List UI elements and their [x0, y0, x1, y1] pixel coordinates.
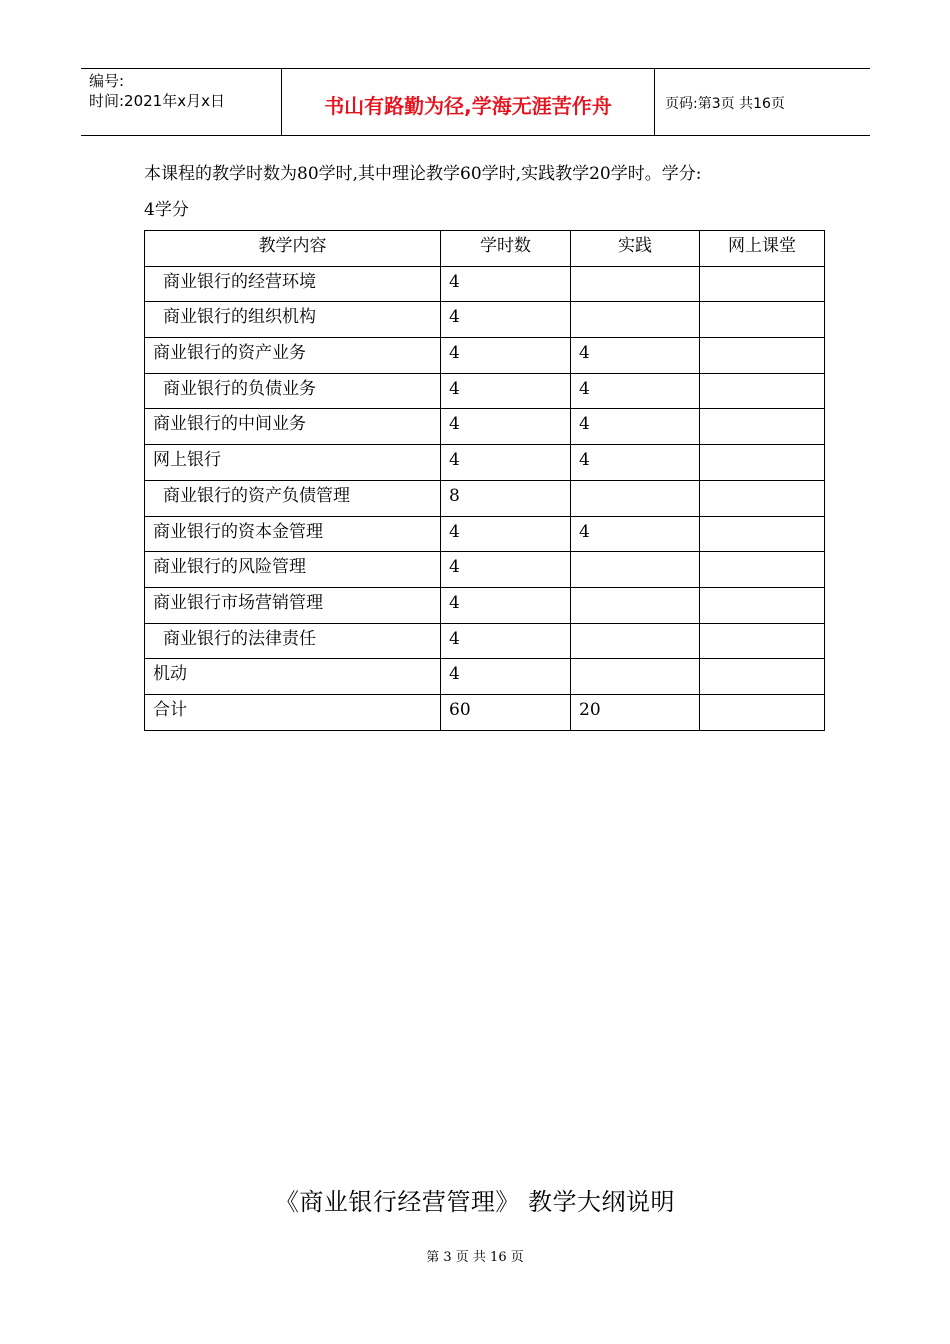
cell-hours: 4	[441, 373, 571, 409]
cell-online	[700, 623, 825, 659]
cell-online	[700, 552, 825, 588]
cell-hours: 4	[441, 552, 571, 588]
cell-online	[700, 694, 825, 730]
cell-hours: 4	[441, 587, 571, 623]
cell-practice	[571, 480, 700, 516]
header-hours: 学时数	[441, 231, 571, 267]
course-hours-intro	[144, 156, 834, 228]
document-number-label: 编号:	[89, 72, 125, 90]
cell-content: 商业银行的资本金管理	[145, 516, 441, 552]
cell-practice	[571, 587, 700, 623]
cell-online	[700, 659, 825, 695]
table-row	[145, 552, 825, 588]
intro-line-2: 4学分	[144, 200, 189, 220]
cell-content: 商业银行的负债业务	[145, 373, 441, 409]
intro-line-1: 本课程的教学时数为80学时,其中理论教学60学时,实践教学20学时。学分:	[144, 164, 702, 184]
cell-practice	[571, 659, 700, 695]
page-header	[81, 68, 870, 136]
table-row	[145, 373, 825, 409]
header-practice: 实践	[571, 231, 700, 267]
cell-practice: 4	[571, 409, 700, 445]
table-row	[145, 302, 825, 338]
footer-page-number: 第 3 页 共 16 页	[426, 1250, 524, 1265]
table-row	[145, 480, 825, 516]
table-row	[145, 623, 825, 659]
teaching-hours-table	[144, 230, 825, 731]
cell-hours: 4	[441, 623, 571, 659]
cell-hours: 4	[441, 302, 571, 338]
cell-online	[700, 338, 825, 374]
table-row	[145, 516, 825, 552]
table-row	[145, 409, 825, 445]
cell-practice: 4	[571, 516, 700, 552]
cell-hours: 4	[441, 338, 571, 374]
cell-practice	[571, 552, 700, 588]
cell-content: 商业银行的风险管理	[145, 552, 441, 588]
table-row	[145, 445, 825, 481]
header-content: 教学内容	[145, 231, 441, 267]
cell-practice	[571, 266, 700, 302]
header-page-info: 页码:第3页 共16页	[665, 96, 785, 112]
cell-practice	[571, 623, 700, 659]
table-row	[145, 338, 825, 374]
cell-content: 商业银行市场营销管理	[145, 587, 441, 623]
table-row	[145, 659, 825, 695]
cell-hours: 4	[441, 266, 571, 302]
cell-hours: 4	[441, 409, 571, 445]
cell-online	[700, 302, 825, 338]
cell-online	[700, 516, 825, 552]
cell-hours: 4	[441, 516, 571, 552]
cell-practice: 4	[571, 338, 700, 374]
cell-online	[700, 266, 825, 302]
cell-content: 商业银行的法律责任	[145, 623, 441, 659]
cell-online	[700, 373, 825, 409]
table-row	[145, 266, 825, 302]
cell-hours: 60	[441, 694, 571, 730]
cell-content: 商业银行的资产负债管理	[145, 480, 441, 516]
header-online: 网上课堂	[700, 231, 825, 267]
cell-content: 商业银行的经营环境	[145, 266, 441, 302]
cell-hours: 4	[441, 445, 571, 481]
cell-online	[700, 587, 825, 623]
table-header-row	[145, 231, 825, 267]
document-time-label: 时间:2021年x月x日	[89, 92, 225, 110]
cell-online	[700, 409, 825, 445]
cell-practice: 4	[571, 373, 700, 409]
cell-content: 机动	[145, 659, 441, 695]
cell-practice: 4	[571, 445, 700, 481]
cell-content: 合计	[145, 694, 441, 730]
cell-content: 商业银行的中间业务	[145, 409, 441, 445]
cell-practice: 20	[571, 694, 700, 730]
cell-hours: 8	[441, 480, 571, 516]
header-motto: 书山有路勤为径,学海无涯苦作舟	[282, 69, 655, 135]
outline-title: 《商业银行经营管理》 教学大纲说明	[274, 1188, 676, 1216]
cell-hours: 4	[441, 659, 571, 695]
cell-content: 网上银行	[145, 445, 441, 481]
cell-online	[700, 480, 825, 516]
table-row	[145, 587, 825, 623]
cell-practice	[571, 302, 700, 338]
cell-content: 商业银行的资产业务	[145, 338, 441, 374]
header-meta	[81, 69, 282, 135]
cell-online	[700, 445, 825, 481]
cell-content: 商业银行的组织机构	[145, 302, 441, 338]
table-total-row	[145, 694, 825, 730]
